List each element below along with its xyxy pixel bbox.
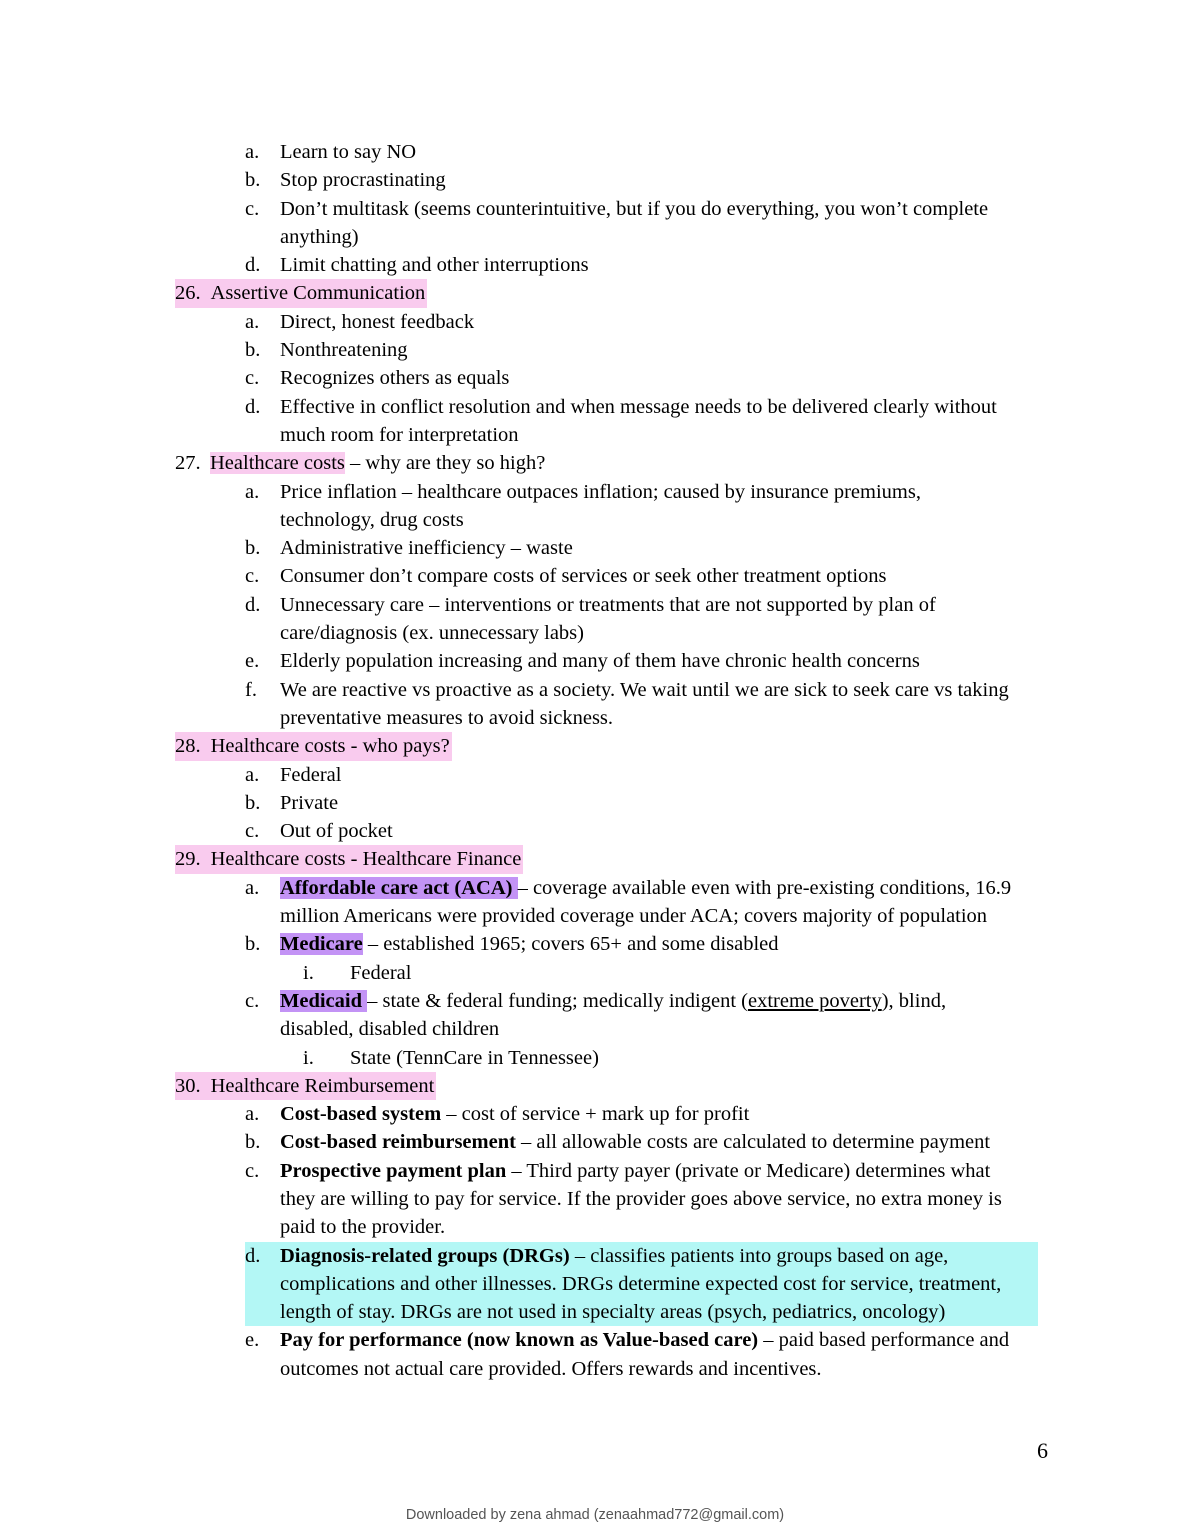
heading-number: 27. — [175, 452, 201, 475]
line: Don’t multitask (seems counterintuitive, but if you do everything, you won’t complete — [280, 197, 989, 220]
list-label: b. — [245, 1131, 261, 1154]
list-label: c. — [245, 565, 260, 588]
line: technology, drug costs — [280, 508, 464, 531]
list-label: e. — [245, 1329, 260, 1352]
list-label: i. — [303, 1046, 314, 1069]
line: – coverage available even with pre-existing conditions, 16.9 — [517, 876, 1012, 899]
list-text — [280, 1242, 1001, 1327]
list-item — [0, 478, 1190, 535]
list-text: Federal — [350, 961, 412, 984]
list-text — [280, 478, 921, 535]
list-label: c. — [245, 197, 260, 220]
list-item — [0, 676, 1190, 733]
list-label: d. — [245, 1244, 261, 1267]
list-text — [280, 987, 946, 1044]
list-item — [0, 874, 1190, 931]
list-text — [280, 591, 936, 648]
list-text — [280, 1128, 990, 1156]
list-item — [0, 336, 1190, 364]
heading-title: Healthcare costs - Healthcare Finance — [210, 848, 522, 871]
list-item — [0, 138, 1190, 166]
list-text: Stop procrastinating — [280, 169, 446, 192]
term-aca: Affordable care act (ACA) — [280, 876, 518, 899]
list-text: Nonthreatening — [280, 339, 408, 362]
list-item — [0, 195, 1190, 252]
line: – state & federal funding; medically indigent ( — [367, 989, 748, 1012]
list-label: c. — [245, 989, 260, 1012]
list-label: d. — [245, 254, 261, 277]
list-item — [0, 251, 1190, 279]
list-text: Limit chatting and other interruptions — [280, 254, 589, 277]
list-label: b. — [245, 537, 261, 560]
heading-rest: – why are they so high? — [344, 452, 546, 475]
list-label: d. — [245, 593, 261, 616]
list-label: i. — [303, 961, 314, 984]
line: complications and other illnesses. DRGs determine expected cost for service, treatment, — [280, 1272, 1002, 1295]
heading-highlight — [175, 1072, 436, 1100]
line: length of stay. DRGs are not used in specialty areas (psych, pediatrics, oncology) — [280, 1301, 946, 1324]
list-item — [0, 761, 1190, 789]
heading-number: 29. — [175, 848, 201, 871]
heading-highlight — [175, 279, 427, 307]
list-label: d. — [245, 395, 261, 418]
line: paid to the provider. — [280, 1216, 446, 1239]
term: Pay for performance (now known as Value-based care) — [280, 1329, 759, 1352]
list-label: b. — [245, 791, 261, 814]
list-item — [0, 591, 1190, 648]
list-text: Administrative inefficiency – waste — [280, 537, 573, 560]
list-label: b. — [245, 169, 261, 192]
term-medicaid: Medicaid — [280, 989, 368, 1012]
list-text — [280, 195, 988, 252]
line: – Third party payer (private or Medicare) determines what — [506, 1159, 991, 1182]
list-text — [280, 1100, 749, 1128]
list-item — [0, 817, 1190, 845]
heading-item-28 — [0, 732, 1190, 760]
term-medicare: Medicare — [280, 933, 363, 956]
heading-text — [210, 449, 545, 477]
list-label: c. — [245, 367, 260, 390]
heading-highlight — [175, 732, 452, 760]
list-item — [0, 959, 1190, 987]
heading-item-30 — [0, 1072, 1190, 1100]
list-text: State (TennCare in Tennessee) — [350, 1046, 599, 1069]
list-label: b. — [245, 933, 261, 956]
list-label: a. — [245, 480, 260, 503]
list-text: Elderly population increasing and many of them have chronic health concerns — [280, 650, 920, 673]
list-item — [0, 1157, 1190, 1242]
term: Prospective payment plan — [280, 1159, 507, 1182]
list-text — [280, 393, 997, 450]
list-item — [0, 987, 1190, 1044]
line: much room for interpretation — [280, 423, 519, 446]
list-item — [0, 308, 1190, 336]
term: Cost-based reimbursement — [280, 1131, 516, 1154]
line: million Americans were provided coverage under ACA; covers majority of population — [280, 905, 988, 928]
underlined-text: extreme poverty — [747, 989, 882, 1012]
list-item-drg — [0, 1242, 1190, 1327]
line: – all allowable costs are calculated to determine payment — [515, 1131, 991, 1154]
list-label: f. — [245, 678, 257, 701]
list-label: a. — [245, 1103, 260, 1126]
heading-item-29 — [0, 845, 1190, 873]
heading-title: Healthcare costs - who pays? — [210, 735, 450, 758]
list-text: Federal — [280, 763, 342, 786]
list-item — [0, 789, 1190, 817]
list-text — [280, 930, 779, 958]
list-item — [0, 534, 1190, 562]
list-label: a. — [245, 141, 260, 163]
line: ), blind, — [881, 989, 947, 1012]
line: – established 1965; covers 65+ and some disabled — [362, 933, 779, 956]
list-label: c. — [245, 820, 260, 843]
line: anything) — [280, 225, 359, 248]
list-item — [0, 1100, 1190, 1128]
list-text — [280, 676, 1009, 733]
list-text: Direct, honest feedback — [280, 310, 475, 333]
list-item — [0, 1326, 1190, 1383]
heading-item-26 — [0, 279, 1190, 307]
line: Unnecessary care – interventions or treatments that are not supported by plan of — [280, 593, 936, 616]
heading-title: Healthcare costs — [210, 452, 345, 475]
list-label: a. — [245, 763, 260, 786]
list-label: a. — [245, 310, 260, 333]
heading-item-27 — [0, 449, 1190, 477]
line: Price inflation – healthcare outpaces inflation; caused by insurance premiums, — [280, 480, 921, 503]
line: disabled, disabled children — [280, 1018, 500, 1041]
line: outcomes not actual care provided. Offers rewards and incentives. — [280, 1357, 822, 1380]
heading-number: 30. — [175, 1074, 201, 1097]
download-footer: Downloaded by zena ahmad (zenaahmad772@gmail.com) — [405, 1507, 785, 1523]
list-label: a. — [245, 876, 260, 899]
heading-highlight — [175, 845, 523, 873]
line: care/diagnosis (ex. unnecessary labs) — [280, 622, 584, 645]
heading-title: Healthcare Reimbursement — [210, 1074, 435, 1097]
document-body — [0, 138, 1190, 1383]
line: We are reactive vs proactive as a society. We wait until we are sick to seek care vs taking — [280, 678, 1009, 701]
heading-title: Assertive Communication — [210, 282, 426, 305]
list-text: Private — [280, 791, 339, 814]
list-item — [0, 930, 1190, 958]
line: – cost of service + mark up for profit — [441, 1103, 750, 1126]
list-item — [0, 166, 1190, 194]
list-label: e. — [245, 650, 260, 673]
term: Cost-based system — [280, 1103, 442, 1126]
line: they are willing to pay for service. If the provider goes above service, no extra money is — [280, 1187, 1002, 1210]
list-item — [0, 364, 1190, 392]
list-text: Learn to say NO — [280, 141, 417, 163]
list-item — [0, 1128, 1190, 1156]
list-text — [280, 1157, 1002, 1242]
list-text — [280, 874, 1011, 931]
line: – classifies patients into groups based on age, — [569, 1244, 949, 1267]
list-text: Out of pocket — [280, 820, 393, 843]
list-item — [0, 1044, 1190, 1072]
term: Diagnosis-related groups (DRGs) — [280, 1244, 570, 1267]
list-label: b. — [245, 339, 261, 362]
list-item — [0, 393, 1190, 450]
list-item — [0, 647, 1190, 675]
list-text: Consumer don’t compare costs of services or seek other treatment options — [280, 565, 887, 588]
heading-number: 26. — [175, 282, 201, 305]
heading-number: 28. — [175, 735, 201, 758]
page-number: 6 — [1037, 1438, 1048, 1463]
list-label: c. — [245, 1159, 260, 1182]
list-text: Recognizes others as equals — [280, 367, 510, 390]
list-text — [280, 1326, 1009, 1383]
line: Effective in conflict resolution and when message needs to be delivered clearly without — [280, 395, 997, 418]
list-item — [0, 562, 1190, 590]
line: preventative measures to avoid sickness. — [280, 706, 614, 729]
line: – paid based performance and — [758, 1329, 1010, 1352]
